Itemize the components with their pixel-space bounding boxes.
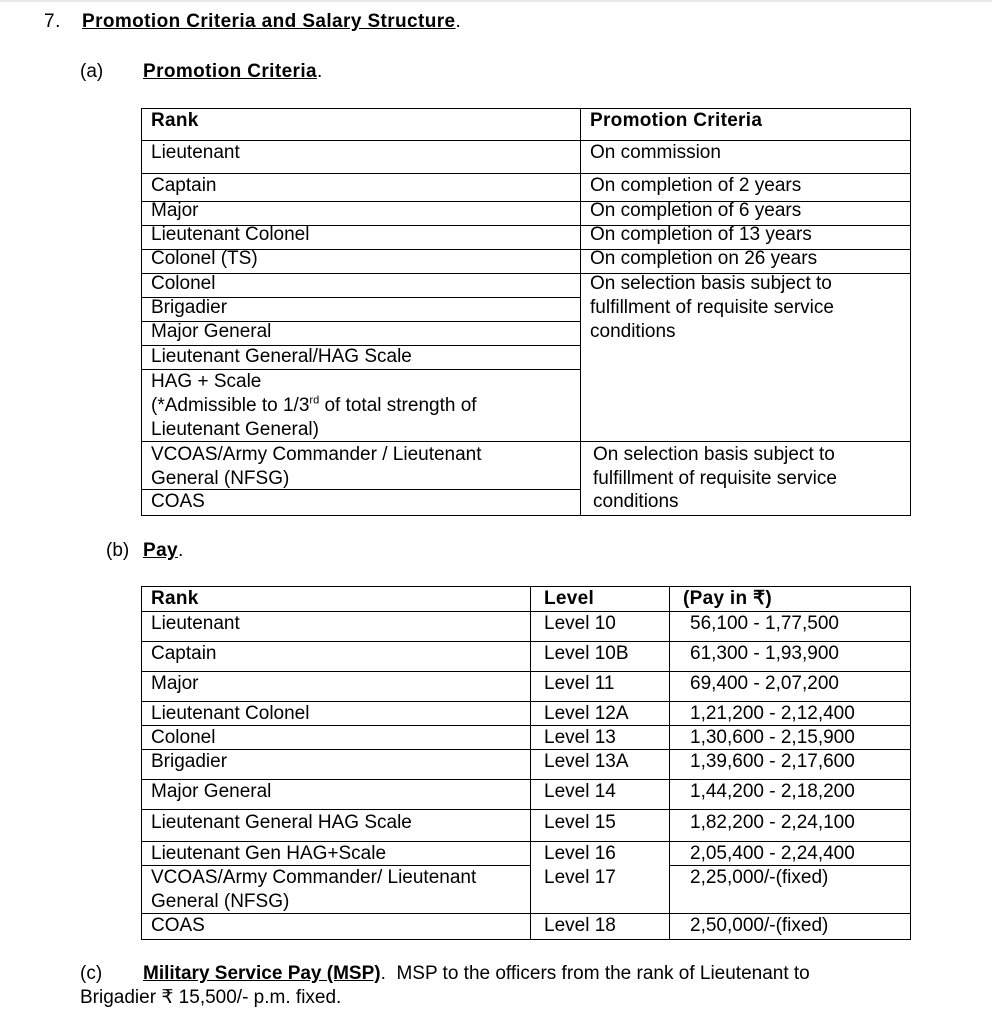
pay-level: Level 16 <box>544 843 616 864</box>
promotion-rank: Captain <box>151 175 217 196</box>
pay-header-rank: Rank <box>151 588 199 609</box>
pay-level: Level 14 <box>544 781 616 802</box>
pay-range: 2,50,000/-(fixed) <box>690 915 829 936</box>
selection-criteria-line: On selection basis subject to <box>590 273 832 294</box>
pay-rank: COAS <box>151 915 205 936</box>
promotion-rank: Brigadier <box>151 297 228 318</box>
pay-range: 1,44,200 - 2,18,200 <box>690 781 855 802</box>
promotion-label: (a) <box>80 61 104 82</box>
selection-criteria-line: conditions <box>590 321 676 342</box>
promotion-criteria-table <box>141 108 911 516</box>
pay-range: 1,21,200 - 2,12,400 <box>690 703 855 724</box>
promotion-rank-coas: COAS <box>151 491 205 512</box>
msp-paragraph-line2: Brigadier ₹ 15,500/- p.m. fixed. <box>80 987 342 1008</box>
pay-level: Level 18 <box>544 915 616 936</box>
pay-rank: Captain <box>151 643 217 664</box>
pay-level: Level 11 <box>544 673 615 694</box>
pay-range: 2,05,400 - 2,24,400 <box>690 843 855 864</box>
pay-rank-line2: General (NFSG) <box>151 891 290 912</box>
msp-label: (c) <box>80 963 103 984</box>
promotion-title: Promotion Criteria <box>143 61 317 82</box>
pay-rank: Major General <box>151 781 272 802</box>
pay-label: (b) <box>106 540 130 561</box>
selection-criteria-line: conditions <box>593 491 679 512</box>
promotion-rank: Lieutenant <box>151 142 240 163</box>
pay-range: 1,30,600 - 2,15,900 <box>690 727 855 748</box>
promotion-header-criteria: Promotion Criteria <box>590 110 763 131</box>
pay-header-amount: (Pay in ₹) <box>683 588 772 609</box>
promotion-rank: HAG + Scale <box>151 371 262 392</box>
selection-criteria-line: On selection basis subject to <box>593 444 835 465</box>
msp-text: . MSP to the officers from the rank of Lieutenant to <box>380 963 810 984</box>
pay-rank: Major <box>151 673 199 694</box>
promotion-rank: Lieutenant Colonel <box>151 224 310 245</box>
pay-title: Pay <box>143 540 179 561</box>
pay-range: 2,25,000/-(fixed) <box>690 867 829 888</box>
promotion-rank: Lieutenant General/HAG Scale <box>151 346 412 367</box>
pay-range: 61,300 - 1,93,900 <box>690 643 839 664</box>
promotion-rank: Colonel (TS) <box>151 248 258 269</box>
pay-level: Level 15 <box>544 812 616 833</box>
pay-range: 56,100 - 1,77,500 <box>690 613 839 634</box>
promotion-criteria-cell: On commission <box>590 142 721 163</box>
pay-level: Level 13 <box>544 727 616 748</box>
section-title: Promotion Criteria and Salary Structure <box>82 11 456 32</box>
pay-level: Level 13A <box>544 751 629 772</box>
pay-level: Level 17 <box>544 867 616 888</box>
pay-rank: Lieutenant Colonel <box>151 703 310 724</box>
pay-rank: VCOAS/Army Commander/ Lieutenant <box>151 867 477 888</box>
promotion-criteria-cell: On completion of 2 years <box>590 175 802 196</box>
pay-header-level: Level <box>544 588 595 609</box>
pay-rank: Lieutenant Gen HAG+Scale <box>151 843 387 864</box>
hag-note-line1: (*Admissible to 1/3rd of total strength of <box>151 394 477 416</box>
selection-criteria-line: fulfillment of requisite service <box>590 297 834 318</box>
promotion-rank: Major <box>151 200 199 221</box>
section-heading: 7. Promotion Criteria and Salary Structure. <box>44 11 461 32</box>
promotion-criteria-cell: On completion of 6 years <box>590 200 802 221</box>
pay-rank: Lieutenant <box>151 613 240 634</box>
selection-criteria-line: fulfillment of requisite service <box>593 468 837 489</box>
pay-level: Level 12A <box>544 703 629 724</box>
promotion-criteria-cell: On completion of 13 years <box>590 224 812 245</box>
pay-range: 1,82,200 - 2,24,100 <box>690 812 855 833</box>
pay-rank: Lieutenant General HAG Scale <box>151 812 412 833</box>
pay-rank: Brigadier <box>151 751 228 772</box>
promotion-header-rank: Rank <box>151 110 199 131</box>
msp-paragraph-line1 <box>80 962 810 986</box>
promotion-criteria-cell: On completion on 26 years <box>590 248 818 269</box>
section-number: 7. <box>44 11 61 32</box>
promotion-rank: Colonel <box>151 273 216 294</box>
pay-table <box>141 586 911 940</box>
promotion-rank: Major General <box>151 321 272 342</box>
pay-heading: (b) Pay. <box>106 540 184 561</box>
hag-note-line2: Lieutenant General) <box>151 419 319 440</box>
pay-range: 69,400 - 2,07,200 <box>690 673 839 694</box>
page-top-border <box>0 0 992 2</box>
pay-rank: Colonel <box>151 727 216 748</box>
vcoas-line1: VCOAS/Army Commander / Lieutenant <box>151 444 482 465</box>
pay-level: Level 10B <box>544 643 629 664</box>
promotion-heading: (a) Promotion Criteria. <box>80 61 323 82</box>
pay-range: 1,39,600 - 2,17,600 <box>690 751 855 772</box>
vcoas-line2: General (NFSG) <box>151 468 290 489</box>
msp-title: Military Service Pay (MSP) <box>143 963 381 984</box>
pay-level: Level 10 <box>544 613 616 634</box>
